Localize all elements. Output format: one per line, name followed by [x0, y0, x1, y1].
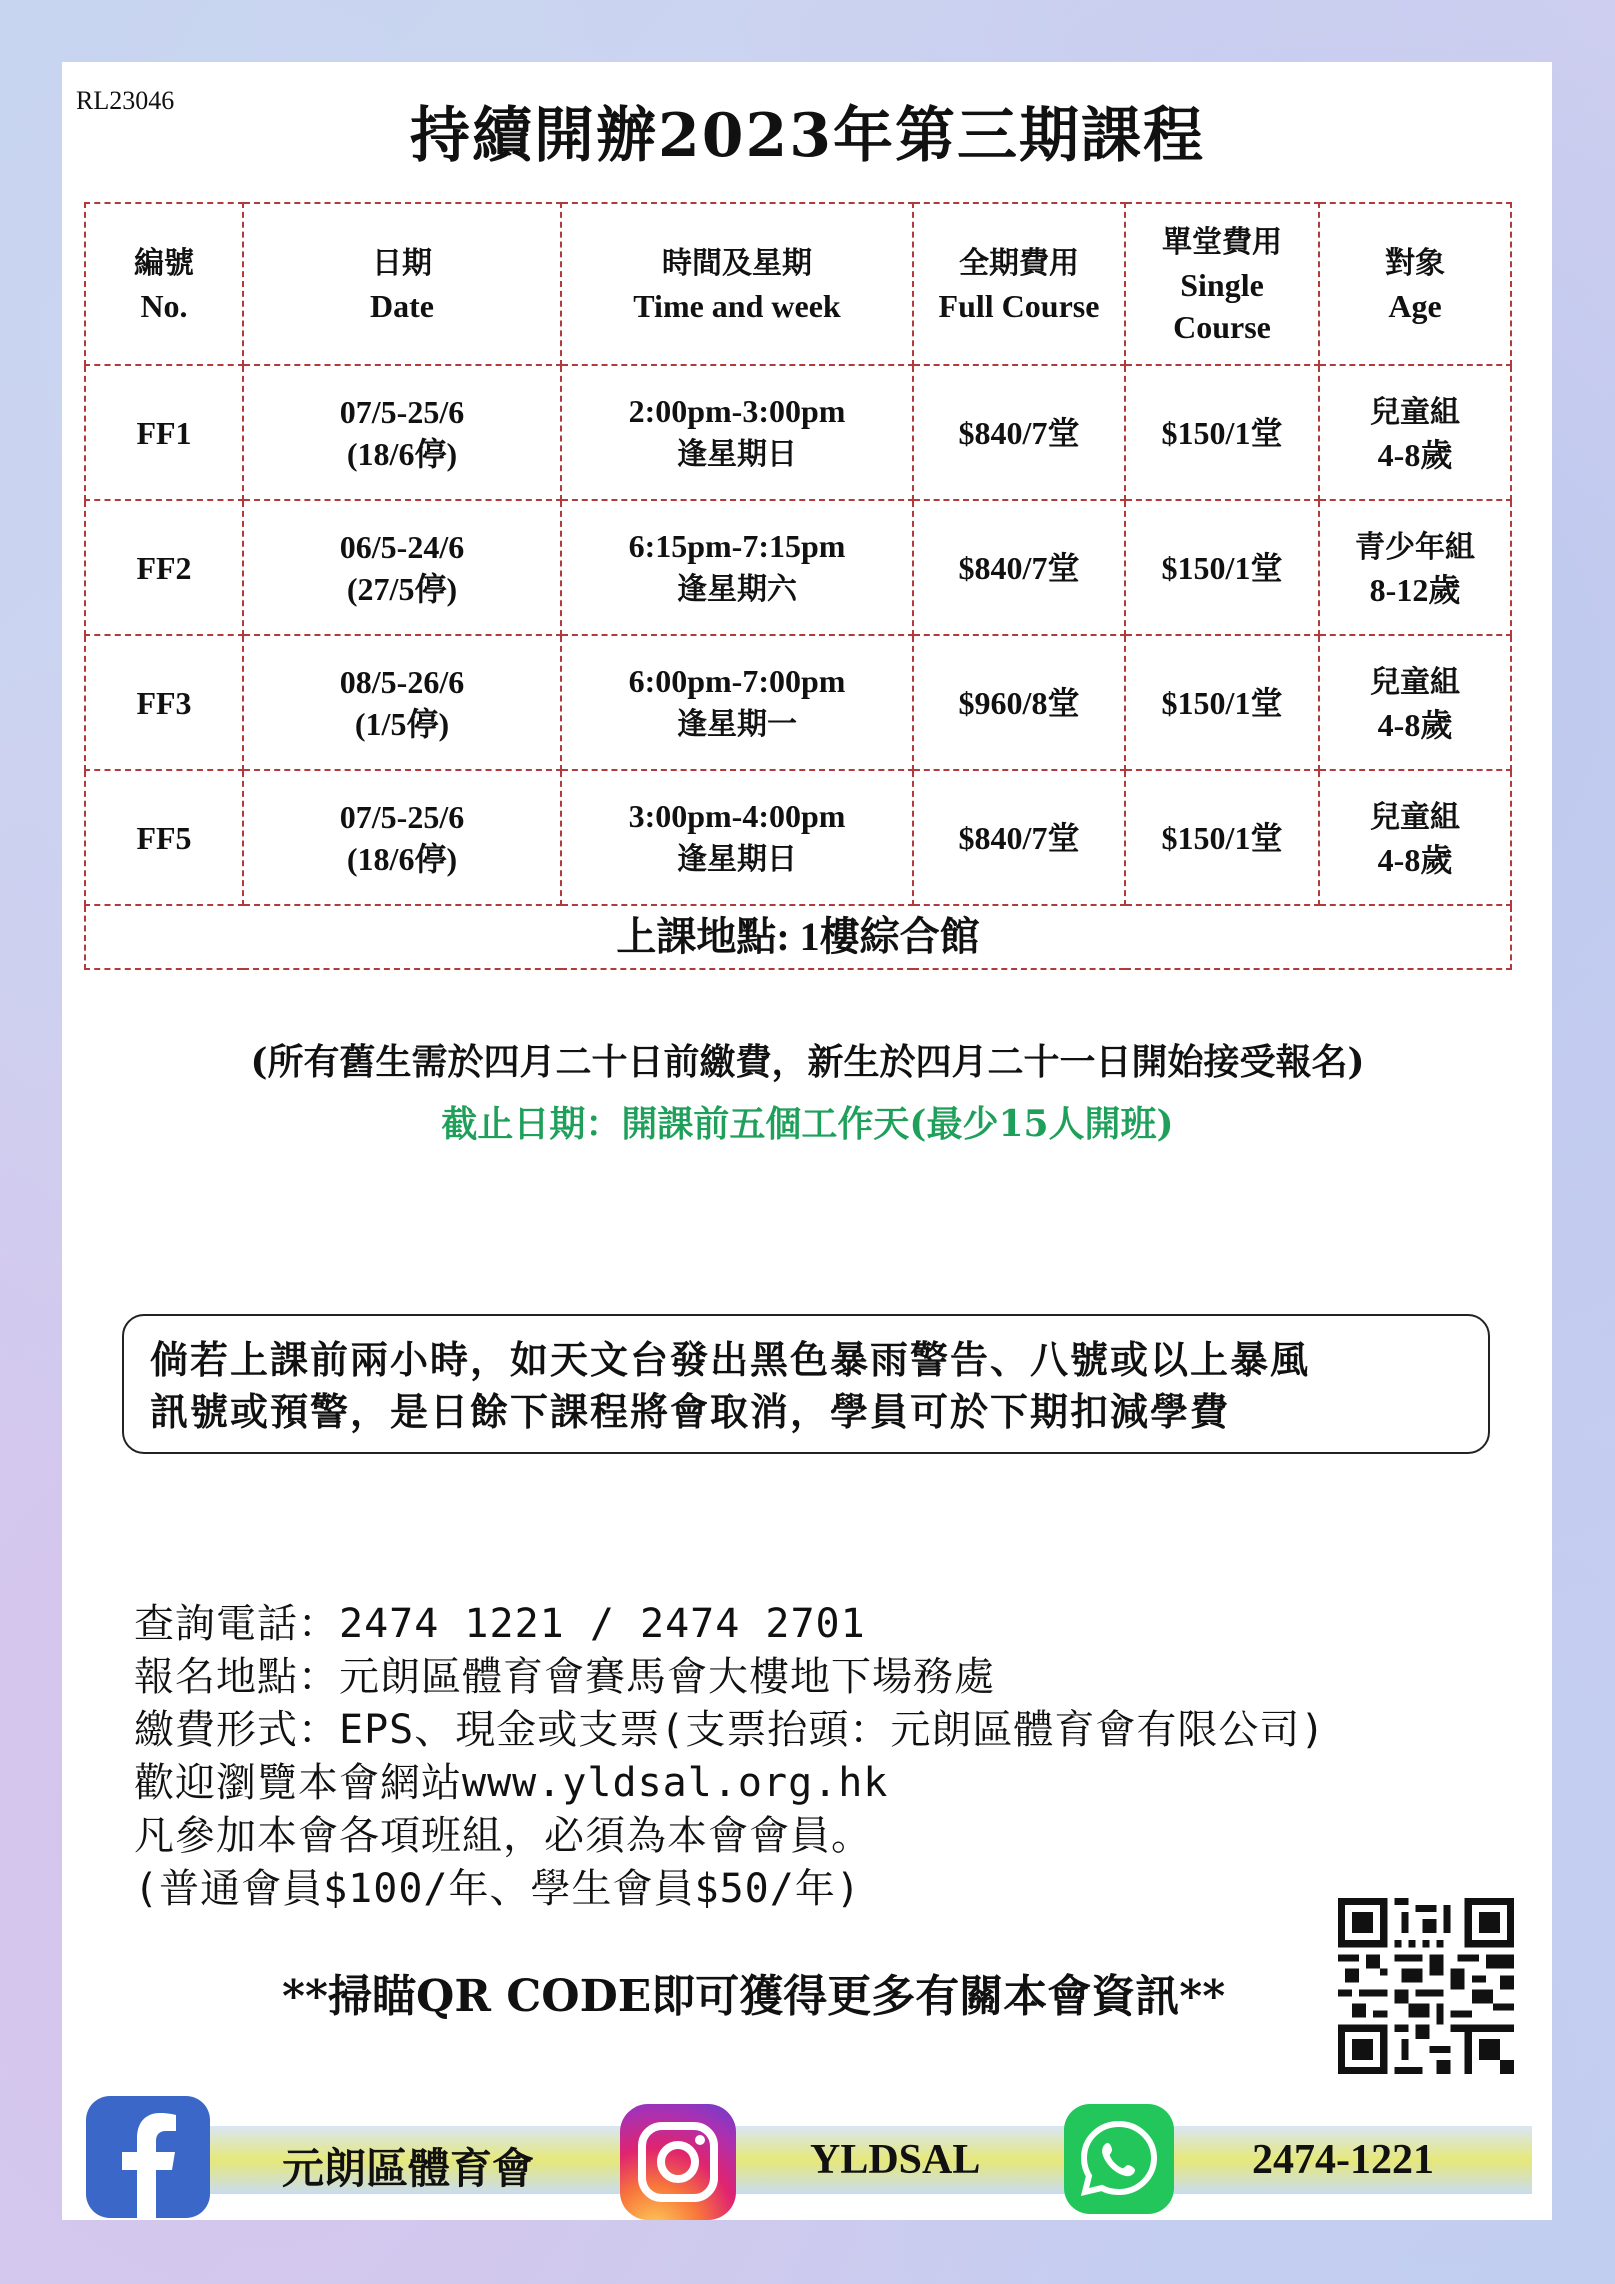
instagram-label: YLDSAL: [810, 2137, 981, 2183]
info-membership: 凡參加本會各項班組，必須為本會會員。: [134, 1813, 872, 1859]
course-single-fee: $150/1堂: [1125, 365, 1319, 500]
header-full-course: 全期費用 Full Course: [913, 203, 1125, 365]
course-age: 兒童組 4-8歲: [1319, 365, 1511, 500]
info-website: 歡迎瀏覽本會網站www.yldsal.org.hk: [134, 1760, 889, 1806]
course-table: [84, 202, 1512, 970]
course-full-fee: $840/7堂: [913, 770, 1125, 905]
course-full-fee: $840/7堂: [913, 500, 1125, 635]
course-date: 08/5-26/6 (1/5停): [243, 635, 561, 770]
qr-code-icon[interactable]: [1338, 1898, 1514, 2074]
whatsapp-icon[interactable]: [1064, 2104, 1174, 2214]
facebook-icon[interactable]: [86, 2096, 210, 2218]
course-no: FF1: [85, 365, 243, 500]
course-no: FF5: [85, 770, 243, 905]
venue-cell: 上課地點: 1樓綜合館: [85, 905, 1511, 969]
info-phone: 查詢電話：2474 1221 / 2474 2701: [134, 1601, 866, 1647]
contact-info: [134, 1598, 1325, 1916]
table-row: [85, 635, 1511, 770]
course-time: 3:00pm-4:00pm 逢星期日: [561, 770, 913, 905]
header-time: 時間及星期 Time and week: [561, 203, 913, 365]
course-date: 06/5-24/6 (27/5停): [243, 500, 561, 635]
venue-row: [85, 905, 1511, 969]
qr-caption: **掃瞄QR CODE即可獲得更多有關本會資訊**: [282, 1971, 1226, 2022]
table-header-row: [85, 203, 1511, 365]
header-no: 編號 No.: [85, 203, 243, 365]
course-single-fee: $150/1堂: [1125, 500, 1319, 635]
course-time: 6:00pm-7:00pm 逢星期一: [561, 635, 913, 770]
course-time: 2:00pm-3:00pm 逢星期日: [561, 365, 913, 500]
course-age: 兒童組 4-8歲: [1319, 635, 1511, 770]
header-age: 對象 Age: [1319, 203, 1511, 365]
course-single-fee: $150/1堂: [1125, 770, 1319, 905]
info-payment: 繳費形式：EPS、現金或支票(支票抬頭：元朗區體育會有限公司): [134, 1707, 1326, 1753]
table-row: [85, 500, 1511, 635]
course-no: FF2: [85, 500, 243, 635]
weather-notice-line: 訊號或預警，是日餘下課程將會取消，學員可於下期扣減學費: [150, 1389, 1231, 1434]
deadline-notice: 截止日期：開課前五個工作天(最少15人開班): [441, 1103, 1174, 1145]
payment-notice: (所有舊生需於四月二十日前繳費，新生於四月二十一日開始接受報名): [250, 1041, 1365, 1083]
instagram-icon[interactable]: [620, 2104, 736, 2220]
weather-notice-line: 倘若上課前兩小時，如天文台發出黑色暴雨警告、八號或以上暴風: [150, 1337, 1311, 1382]
document-code: RL23046: [76, 86, 175, 115]
course-time: 6:15pm-7:15pm 逢星期六: [561, 500, 913, 635]
course-full-fee: $960/8堂: [913, 635, 1125, 770]
table-row: [85, 770, 1511, 905]
table-row: [85, 365, 1511, 500]
whatsapp-label: 2474-1221: [1252, 2137, 1434, 2183]
header-date: 日期 Date: [243, 203, 561, 365]
course-no: FF3: [85, 635, 243, 770]
header-single-course: 單堂費用 Single Course: [1125, 203, 1319, 365]
info-membership-fee: (普通會員$100/年、學生會員$50/年): [134, 1866, 861, 1912]
course-date: 07/5-25/6 (18/6停): [243, 770, 561, 905]
course-full-fee: $840/7堂: [913, 365, 1125, 500]
weather-notice-box: [122, 1314, 1490, 1454]
course-date: 07/5-25/6 (18/6停): [243, 365, 561, 500]
page-title: 持續開辦2023年第三期課程: [410, 101, 1205, 171]
facebook-label: 元朗區體育會: [282, 2147, 535, 2193]
info-location: 報名地點：元朗區體育會賽馬會大樓地下場務處: [134, 1654, 995, 1700]
course-age: 兒童組 4-8歲: [1319, 770, 1511, 905]
course-age: 青少年組 8-12歲: [1319, 500, 1511, 635]
course-single-fee: $150/1堂: [1125, 635, 1319, 770]
